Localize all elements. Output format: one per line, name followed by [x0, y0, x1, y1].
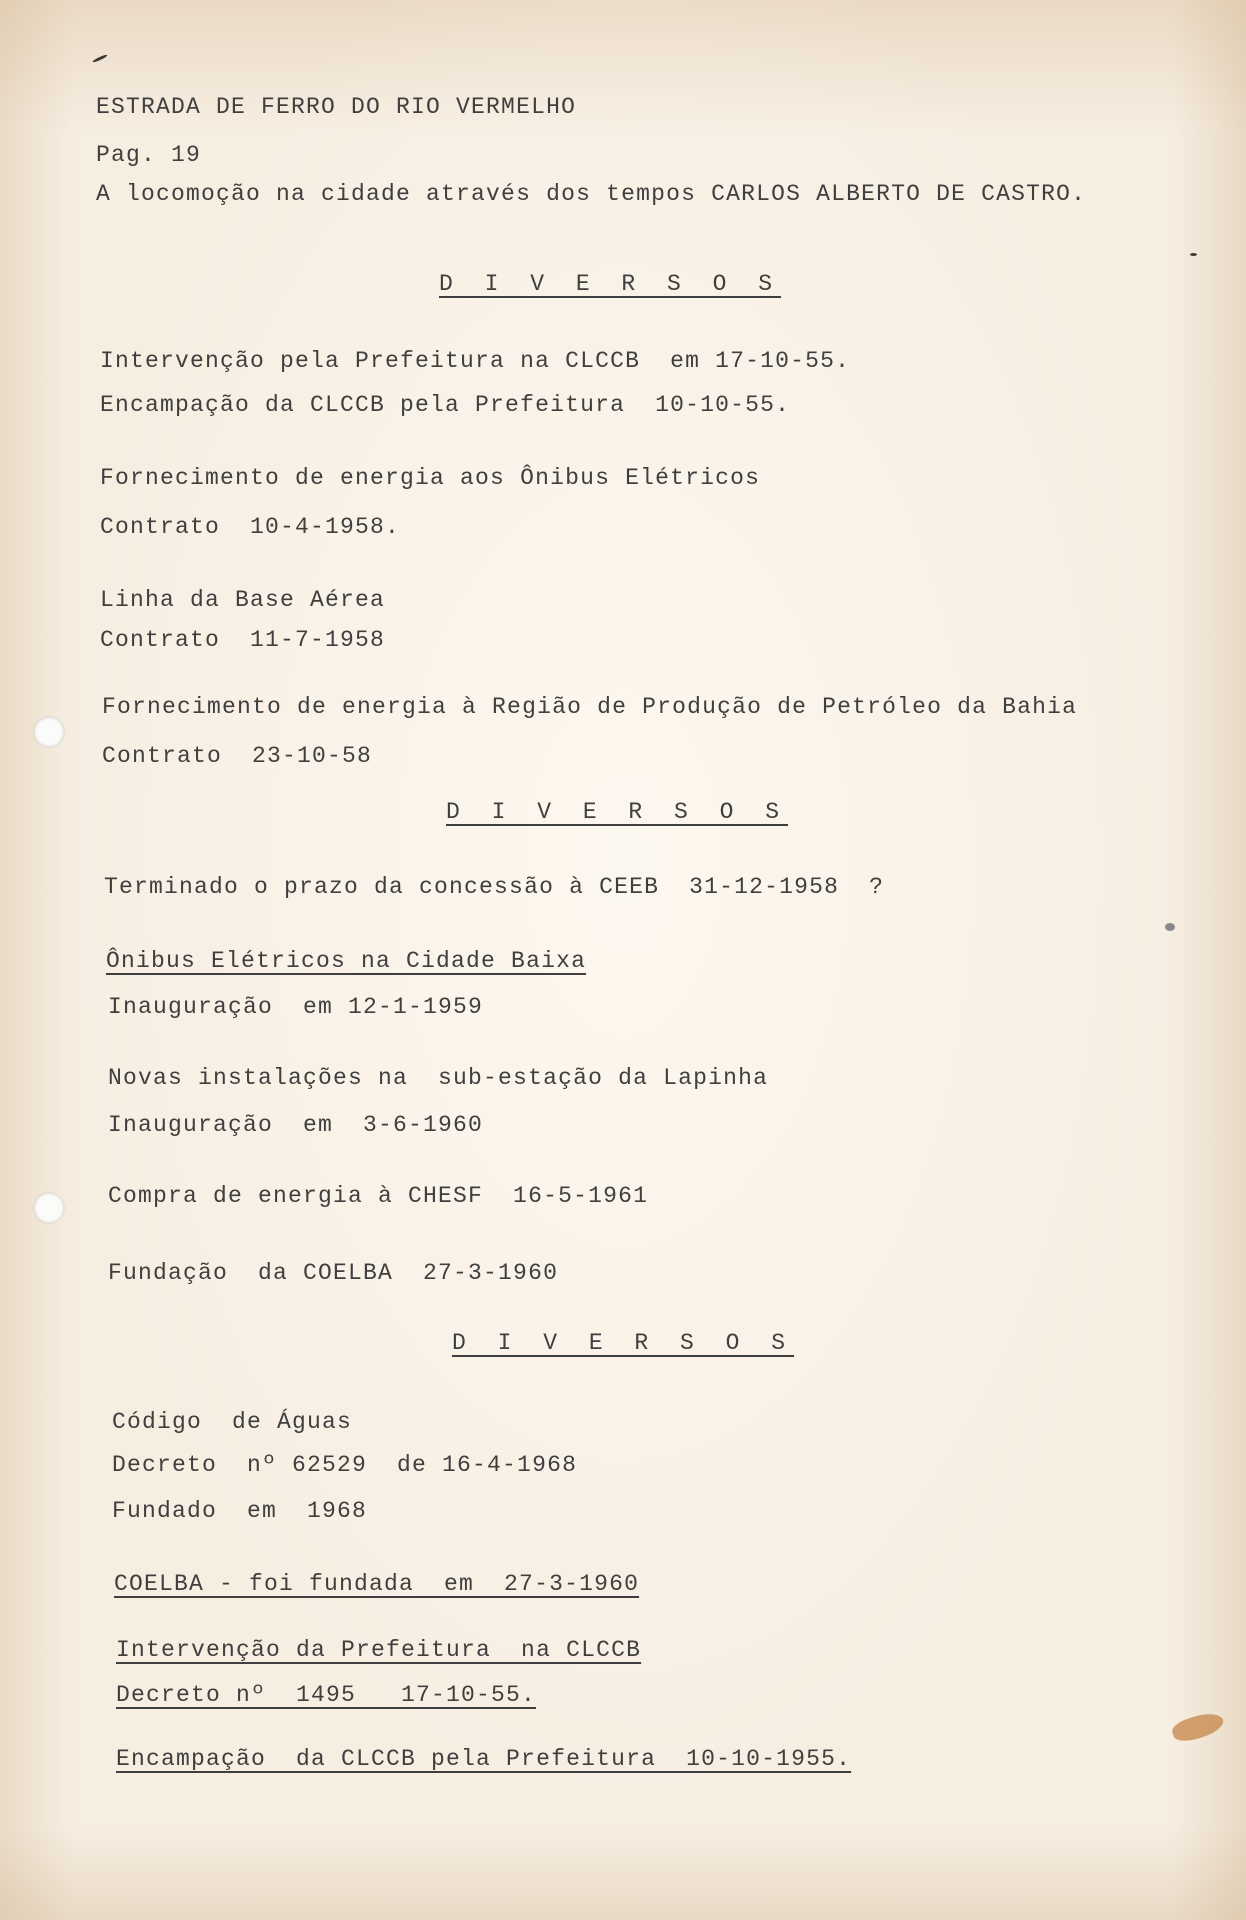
entry-line: Decreto nº 62529 de 16-4-1968 — [112, 1452, 578, 1478]
page-number: Pag. 19 — [96, 142, 202, 168]
entry-line: Fundação da COELBA 27-3-1960 — [108, 1260, 559, 1286]
entry-line: Compra de energia à CHESF 16-5-1961 — [108, 1183, 649, 1209]
entry-line: Contrato 10-4-1958. — [100, 514, 401, 540]
ink-speck — [92, 54, 108, 63]
header-title: ESTRADA DE FERRO DO RIO VERMELHO — [96, 94, 577, 120]
entry-line: Encampação da CLCCB pela Prefeitura 10-10-1955. — [116, 1746, 852, 1772]
entry-line: COELBA - foi fundada em 27-3-1960 — [114, 1571, 640, 1597]
entry-line: Linha da Base Aérea — [100, 587, 386, 613]
entry-line: Fornecimento de energia à Região de Produção de Petróleo da Bahia — [102, 694, 1078, 720]
entry-line: Contrato 11-7-1958 — [100, 627, 386, 653]
entry-line: Inauguração em 12-1-1959 — [108, 994, 484, 1020]
entry-line: Inauguração em 3-6-1960 — [108, 1112, 484, 1138]
section-heading: D I V E R S O S — [439, 271, 782, 297]
section-heading: D I V E R S O S — [452, 1330, 795, 1356]
punch-hole — [34, 1193, 64, 1223]
entry-line: Ônibus Elétricos na Cidade Baixa — [106, 948, 587, 974]
section-heading: D I V E R S O S — [446, 799, 789, 825]
entry-line: Encampação da CLCCB pela Prefeitura 10-10-55. — [100, 392, 791, 418]
ink-speck — [1165, 923, 1175, 931]
entry-line: Intervenção pela Prefeitura na CLCCB em 17-10-55. — [100, 348, 851, 374]
entry-line: Código de Águas — [112, 1409, 353, 1435]
ink-speck — [1190, 253, 1197, 256]
punch-hole — [34, 717, 64, 747]
stain-mark — [1170, 1709, 1226, 1746]
entry-line: Intervenção da Prefeitura na CLCCB — [116, 1637, 642, 1663]
entry-line: Decreto nº 1495 17-10-55. — [116, 1682, 537, 1708]
header-subtitle: A locomoção na cidade através dos tempos CARLOS ALBERTO DE CASTRO. — [96, 181, 1087, 207]
entry-line: Fornecimento de energia aos Ônibus Elétricos — [100, 465, 761, 491]
entry-line: Contrato 23-10-58 — [102, 743, 373, 769]
entry-line: Novas instalações na sub-estação da Lapinha — [108, 1065, 769, 1091]
entry-line: Fundado em 1968 — [112, 1498, 368, 1524]
entry-line: Terminado o prazo da concessão à CEEB 31-12-1958 ? — [104, 874, 885, 900]
